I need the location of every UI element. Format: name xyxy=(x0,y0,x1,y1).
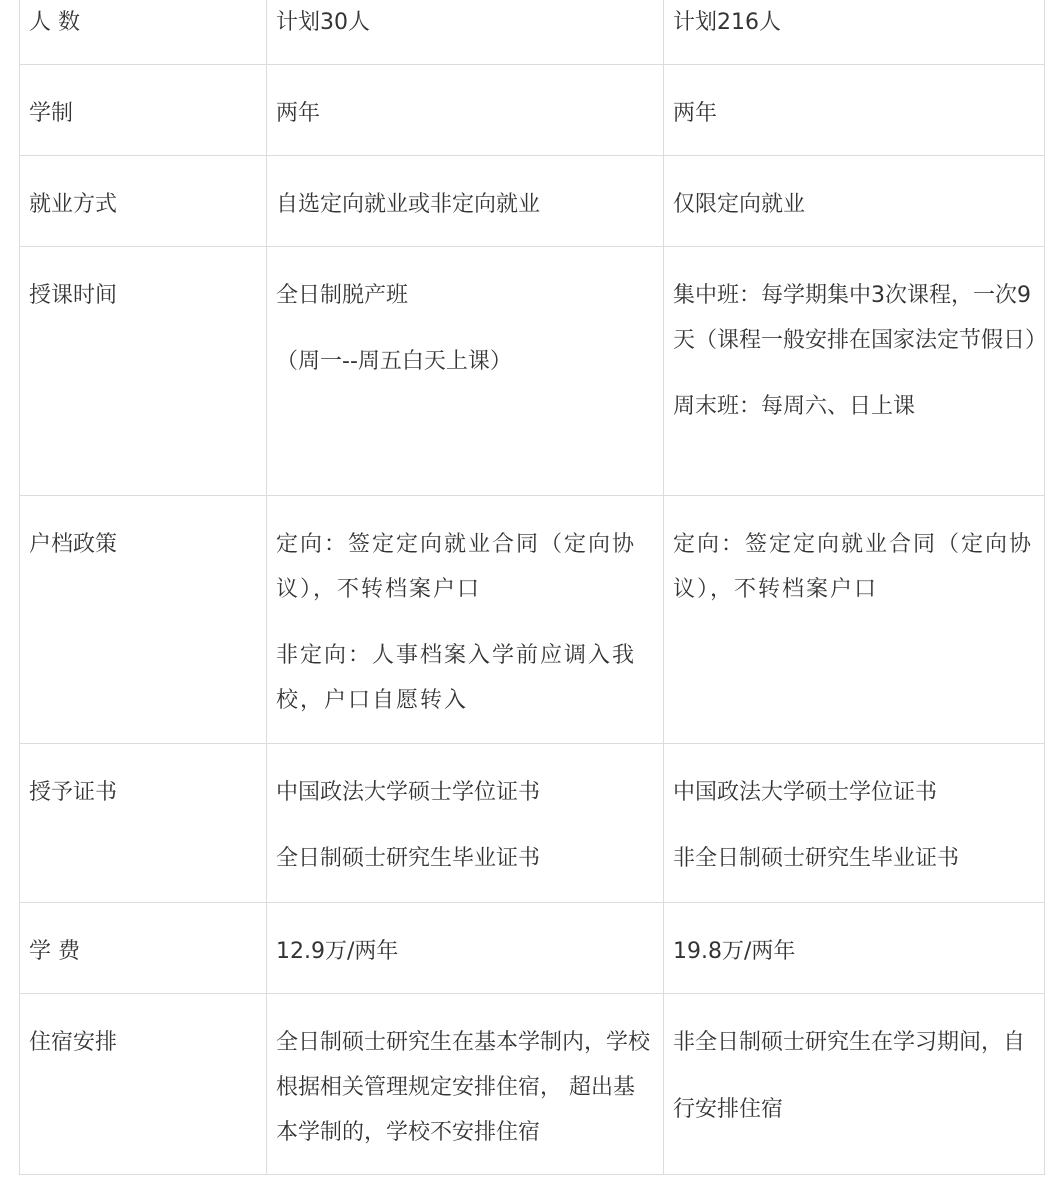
cell-schedule-parttime: 集中班：每学期集中3次课程，一次9天（课程一般安排在国家法定节假日） 周末班：每周六、日上课 xyxy=(664,247,1045,496)
cell-enrollment-fulltime: 计划30人 xyxy=(267,0,664,65)
program-comparison-table xyxy=(19,0,1048,1175)
cell-tuition-parttime: 19.8万/两年 xyxy=(664,903,1045,994)
table-row xyxy=(20,903,1045,994)
table-row xyxy=(20,994,1045,1175)
row-label-schedule: 授课时间 xyxy=(20,247,267,496)
row-label-enrollment: 人 数 xyxy=(20,0,267,65)
cell-housing-fulltime: 全日制硕士研究生在基本学制内，学校根据相关管理规定安排住宿， 超出基本学制的，学校不安排住宿 xyxy=(267,994,664,1175)
table-row xyxy=(20,65,1045,156)
cell-employment-parttime: 仅限定向就业 xyxy=(664,156,1045,247)
row-label-tuition: 学 费 xyxy=(20,903,267,994)
cell-schedule-fulltime: 全日制脱产班 （周一--周五白天上课） xyxy=(267,247,664,496)
cell-records-fulltime: 定向：签定定向就业合同（定向协议），不转档案户口 非定向：人事档案入学前应调入我校，户口自愿转入 xyxy=(267,496,664,744)
table-row xyxy=(20,247,1045,496)
row-label-employment: 就业方式 xyxy=(20,156,267,247)
cell-duration-parttime: 两年 xyxy=(664,65,1045,156)
cell-duration-fulltime: 两年 xyxy=(267,65,664,156)
cell-enrollment-parttime: 计划216人 xyxy=(664,0,1045,65)
cell-records-parttime: 定向：签定定向就业合同（定向协议），不转档案户口 xyxy=(664,496,1045,744)
row-label-certificates: 授予证书 xyxy=(20,744,267,903)
cell-certificates-parttime: 中国政法大学硕士学位证书 非全日制硕士研究生毕业证书 xyxy=(664,744,1045,903)
cell-employment-fulltime: 自选定向就业或非定向就业 xyxy=(267,156,664,247)
table-row xyxy=(20,0,1045,65)
cell-housing-parttime: 非全日制硕士研究生在学习期间，自行安排住宿 xyxy=(664,994,1045,1175)
row-label-housing: 住宿安排 xyxy=(20,994,267,1175)
table-row xyxy=(20,156,1045,247)
table-row xyxy=(20,496,1045,744)
row-label-duration: 学制 xyxy=(20,65,267,156)
cell-certificates-fulltime: 中国政法大学硕士学位证书 全日制硕士研究生毕业证书 xyxy=(267,744,664,903)
table-row xyxy=(20,744,1045,903)
cell-tuition-fulltime: 12.9万/两年 xyxy=(267,903,664,994)
row-label-records-policy: 户档政策 xyxy=(20,496,267,744)
